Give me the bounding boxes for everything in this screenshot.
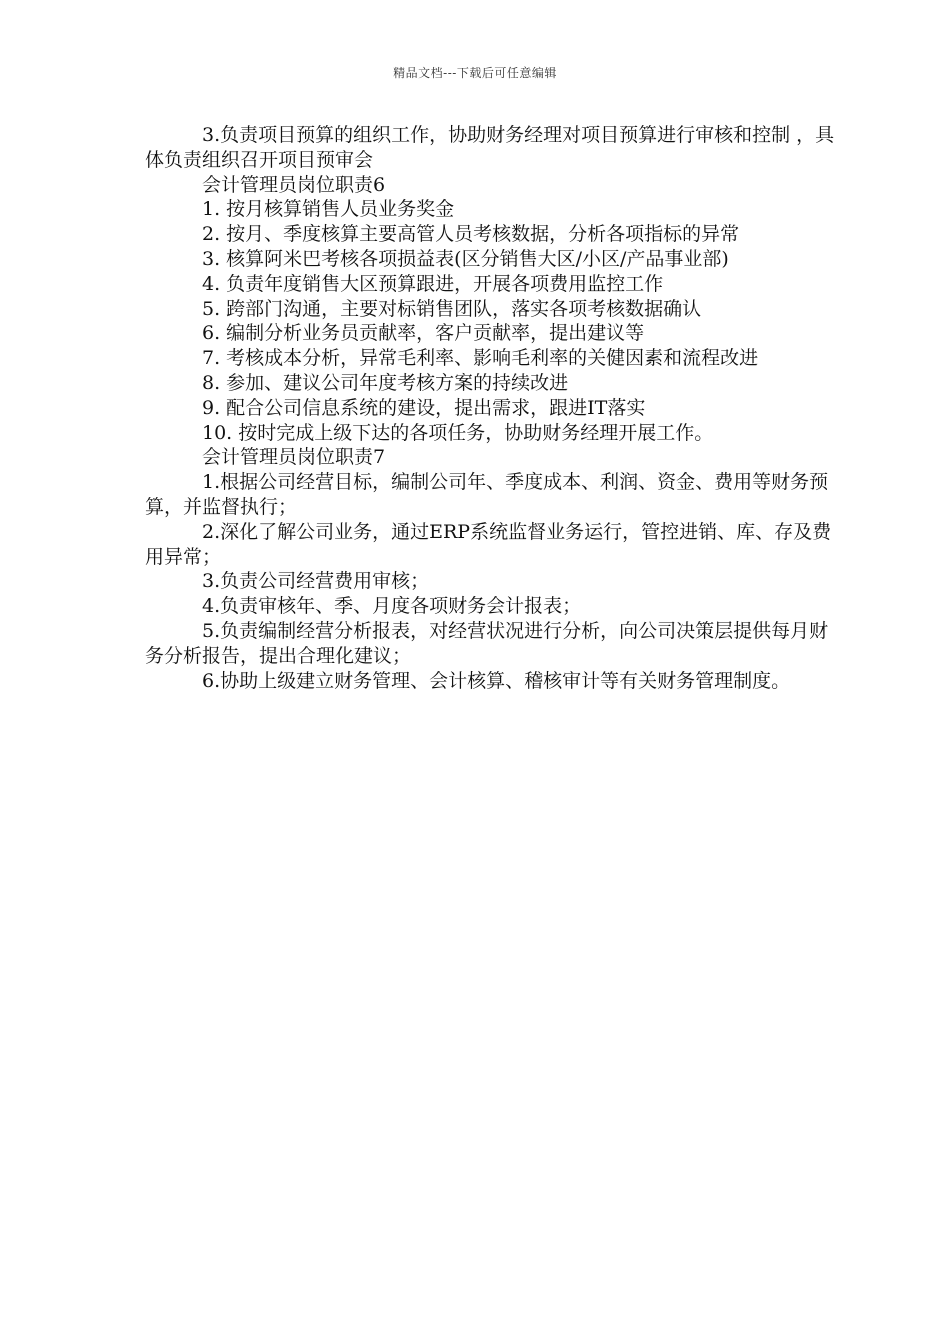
duty7-item-5: 5.负责编制经营分析报表，对经营状况进行分析，向公司决策层提供每月财务分析报告，提出合理化建议； [145, 619, 829, 667]
duty-item-9: 9. 配合公司信息系统的建设，提出需求，跟进IT落实 [202, 396, 646, 419]
duty-item-5: 5. 跨部门沟通，主要对标销售团队，落实各项考核数据确认 [202, 297, 702, 320]
duty-item-10: 10. 按时完成上级下达的各项任务，协助财务经理开展工作。 [202, 421, 714, 444]
duty7-item-6: 6.协助上级建立财务管理、会计核算、稽核审计等有关财务管理制度。 [202, 669, 791, 692]
document-body [145, 123, 835, 693]
duty-item-4: 4. 负责年度销售大区预算跟进，开展各项费用监控工作 [202, 272, 664, 295]
duty7-item-2: 2.深化了解公司业务，通过ERP系统监督业务运行，管控进销、库、存及费用异常； [145, 520, 832, 568]
duty-item-1: 1. 按月核算销售人员业务奖金 [202, 198, 455, 221]
section-heading-duties-7: 会计管理员岗位职责7 [202, 446, 386, 469]
paragraph-budget-organization: 3.负责项目预算的组织工作，协助财务经理对项目预算进行审核和控制 ，具体负责组织召开项目预审会 [145, 124, 835, 171]
duty-item-7: 7. 考核成本分析，异常毛利率、影响毛利率的关健因素和流程改进 [202, 347, 759, 370]
duty-item-8: 8. 参加、建议公司年度考核方案的持续改进 [202, 371, 569, 394]
duty7-item-3: 3.负责公司经营费用审核； [202, 570, 430, 593]
duty-item-2: 2. 按月、季度核算主要高管人员考核数据，分析各项指标的异常 [202, 223, 740, 246]
duty7-item-4: 4.负责审核年、季、月度各项财务会计报表； [202, 595, 582, 618]
section-heading-duties-6: 会计管理员岗位职责6 [202, 173, 386, 196]
duty-item-3: 3. 核算阿米巴考核各项损益表(区分销售大区/小区/产品事业部) [202, 247, 729, 270]
page-header: 精品文档---下载后可任意编辑 [393, 66, 557, 80]
duty-item-6: 6. 编制分析业务员贡献率，客户贡献率，提出建议等 [202, 322, 645, 345]
duty7-item-1: 1.根据公司经营目标，编制公司年、季度成本、利润、资金、费用等财务预算，并监督执行； [145, 471, 829, 518]
